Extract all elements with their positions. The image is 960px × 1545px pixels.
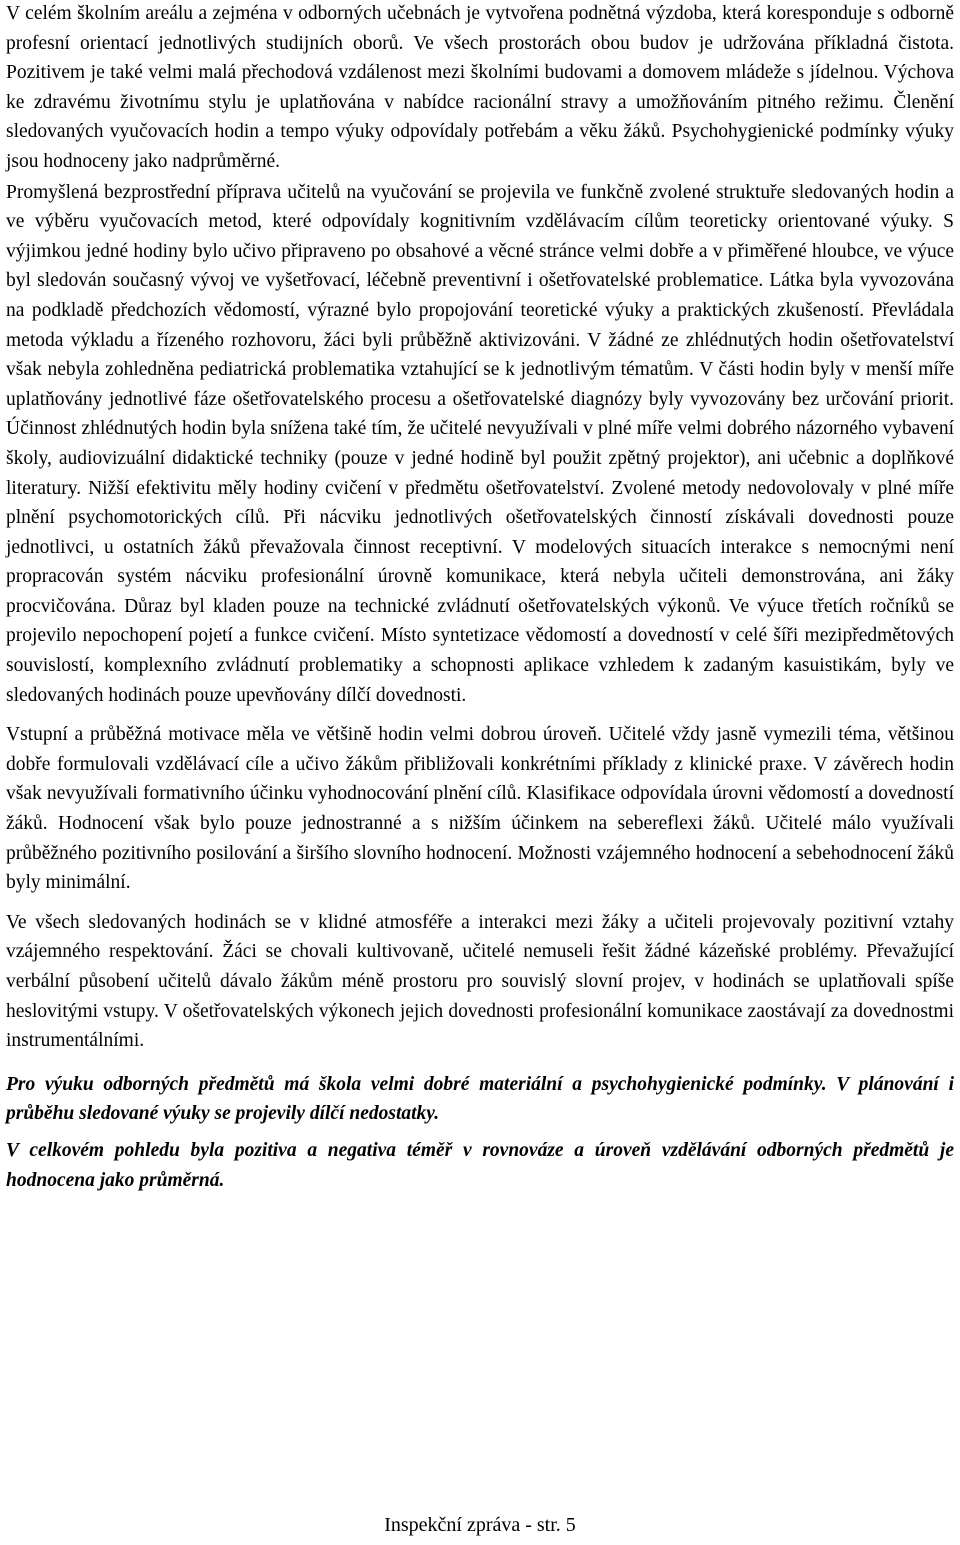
page-footer: Inspekční zpráva - str. 5 [384,1514,576,1536]
paragraph-summary-conditions: Pro výuku odborných předmětů má škola velmi dobré materiální a psychohygienické podmínky. V plánování i průběhu sledované výuky se projevily dílčí nedostatky. [6,1073,954,1125]
paragraph-motivation: Vstupní a průběžná motivace měla ve většině hodin velmi dobrou úroveň. Učitelé vždy jasně vymezili téma, většinou dobře formulovali vzdělávací cíle a učivo žákům přibližovali konkrétními příklady z klinické praxe. V závěrech hodin však nevyužívali formativního účinku vyhodnocování plnění cílů. Klasifikace odpovídala úrovni vědomostí a dovedností žáků. Hodnocení však bylo pouze jednostranné a s nižším účinkem na sebereflexi žáků. Učitelé málo využívali průběžného pozitivního posilování a širšího slovního hodnocení. Možnosti vzájemného hodnocení a sebehodnocení žáků byly minimální. [6,724,954,894]
paragraph-teacher-preparation: Promyšlená bezprostřední příprava učitelů na vyučování se projevila ve funkčně zvolené struktuře sledovaných hodin a ve výběru vyučovacích metod, které odpovídaly kognitivním vzdělávacím cílům teoreticky orientované výuky. S výjimkou jedné hodiny bylo učivo připraveno po obsahové a věcné stránce velmi dobře a v přiměřené hloubce, ve výuce byl sledován současný vývoj ve vyšetřovací, léčebně preventivní i ošetřovatelské problematice. Látka byla vyvozována na podkladě předchozích vědomostí, výrazné bylo propojování teoretické výuky a praktických zkušeností. Převládala metoda výkladu a řízeného rozhovoru, žáci byli průběžně aktivizováni. V žádné ze zhlédnutých hodin ošetřovatelství však nebyla zohledněna pediatrická problematika vztahující se k jednotlivým tématům. V části hodin byly v menší míře uplatňovány jednotlivé fáze ošetřovatelského procesu a ošetřovatelské diagnózy byly vyvozovány bez určování priorit. Účinnost zhlédnutých hodin byla snížena také tím, že učitelé nevyužívali v plné míře velmi dobrého názorného vybavení školy, audiovizuální didaktické techniky (pouze v jedné hodině byl použit zpětný projektor), ani učebnic a doplňkové literatury. Nižší efektivitu měly hodiny cvičení v předmětu ošetřovatelství. Zvolené metody nedovolovaly v plné míře plnění psychomotorických cílů. Při nácviku jednotlivých ošetřovatelských činností získávali dovednosti pouze jednotlivci, u ostatních žáků převažovala činnost receptivní. V modelových situacích interakce s nemocnými není propracován systém nácviku profesionální úrovně komunikace, která nebyla učiteli demonstrována, ani žáky procvičována. Důraz byl kladen pouze na technické zvládnutí ošetřovatelských výkonů. Ve výuce třetích ročníků se projevilo nepochopení pojetí a funkce cvičení. Místo syntetizace vědomostí a dovedností v celé šíři mezipředmětových souvislostí, komplexního zvládnutí problematiky a schopnosti aplikace vzhledem k zadaným kasuistikám, byly ve sledovaných hodinách pouze upevňovány dílčí dovednosti. [6,181,954,706]
paragraph-summary-overall: V celkovém pohledu byla pozitiva a negativa téměř v rovnováze a úroveň vzdělávání odborných předmětů je hodnocena jako průměrná. [6,1139,954,1191]
paragraph-environment: V celém školním areálu a zejména v odborných učebnách je vytvořena podnětná výzdoba, která koresponduje s odborně profesní orientací jednotlivých studijních oborů. Ve všech prostorách obou budov je udržována příkladná čistota. Pozitivem je také velmi malá přechodová vzdálenost mezi školními budovami a domovem mládeže s jídelnou. Výchova ke zdravému životnímu stylu je uplatňována v nabídce racionální stravy a umožňováním pitného režimu. Členění sledovaných vyučovacích hodin a tempo výuky odpovídaly potřebám a věku žáků. Psychohygienické podmínky výuky jsou hodnoceny jako nadprůměrné. [6,3,954,172]
paragraph-relationships: Ve všech sledovaných hodinách se v klidné atmosféře a interakci mezi žáky a učiteli projevovaly pozitivní vztahy vzájemného respektování. Žáci se chovali kultivovaně, učitelé nemuseli řešit žádné kázeňské problémy. Převažující verbální působení učitelů dávalo žákům méně prostoru pro souvislý slovní projev, v hodinách se uplatňovali spíše heslovitými vstupy. V ošetřovatelských výkonech jejich dovednosti profesionální komunikace zaostávají za dovednostmi instrumentálními. [6,911,954,1052]
document-page [6,0,954,1195]
